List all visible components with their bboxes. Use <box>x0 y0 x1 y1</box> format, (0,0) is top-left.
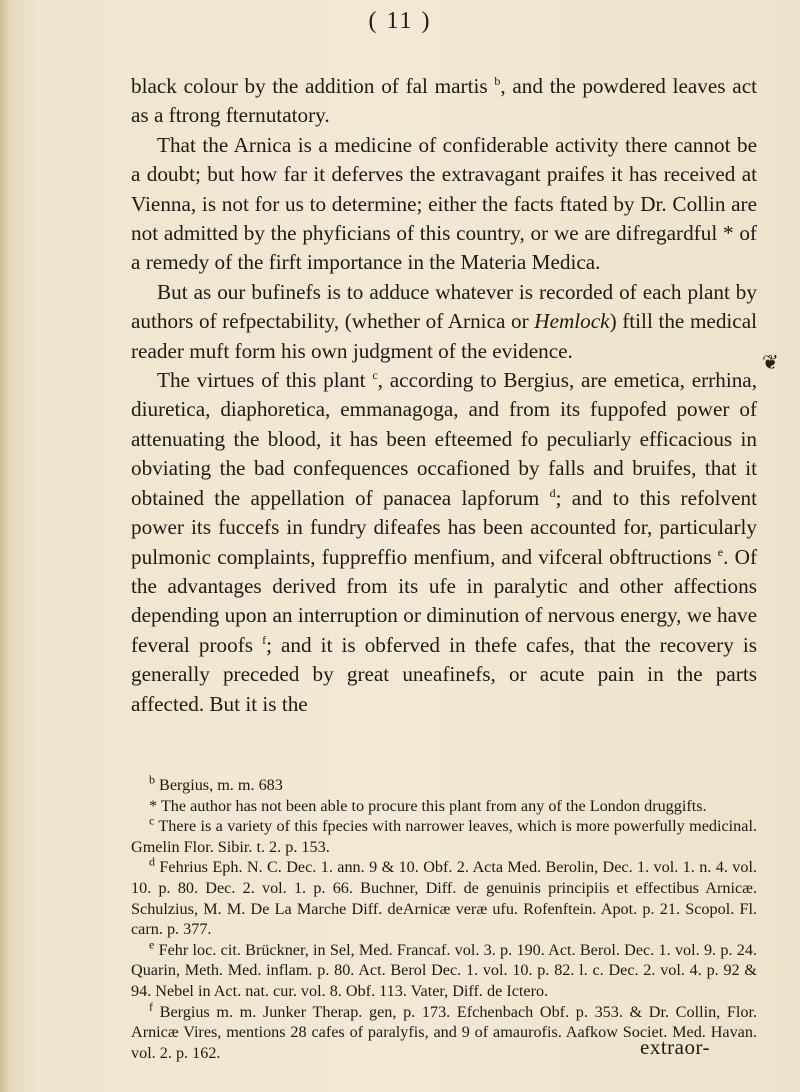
paragraph-3: But as our bufinefs is to adduce whatever is recorded of each plant by authors of refpectability, (whether of Arnica or Hemlock) ftill the medical reader muft form his own judgment of the evidence. <box>131 279 758 363</box>
catchword: extraor- <box>640 1035 711 1059</box>
footnotes <box>131 772 758 1063</box>
footnote-ref: e <box>717 544 724 559</box>
italic-term: Hemlock <box>534 309 610 334</box>
footnote-ref: c <box>372 368 378 382</box>
paragraph-4: The virtues of this plant $^c$, according to Bergius, are emetica, errhina, diuretica, diaphoretica, emmanagoga, and from its fuppofed power of attenuating the blood, it has been efteemed fo peculiarly efficacious in obviating the bad confequences occafioned by falls and bruifes, that it obtained the appellation of panacea lapforum $^d$; and to this refolvent power its fuccefs in fundry difeafes has been accounted for, particularly pulmonic complaints, fuppreffio menfium, and vifceral obftructions $^e$. Of the advantages derived from its ufe in paralytic and other affections depending upon an interruption or diminution of nervous energy, we have feveral proofs $^f$; and it is obferved in thefe cafes, that the recovery is generally preceded by great uneafinefs, or acute pain in the parts affected. But it is the <box>131 368 758 716</box>
footnote: $^d$ Fehrius Eph. N. C. Dec. 1. ann. 9 & 10. Obf. 2. Acta Med. Berolin, Dec. 1. vol. 1. n. 4. vol. 10. p. 80. Dec. 2. vol. 1. p. 66. Buchner, Diff. de genuinis principiis et effectibus Arnicæ. Schulzius, M. M. De La Marche Diff. deArnicæ veræ ufu. Rofenftein. Apot. p. 21. Scopol. Fl. carn. p. 377. <box>131 854 757 939</box>
footnote: * The author has not been able to procure this plant from any of the London druggifts. <box>149 796 707 815</box>
footnote: $^e$ Fehr loc. cit. Brückner, in Sel, Med. Francaf. vol. 3. p. 190. Act. Berol. Dec. 1. vol. 9. p. 24. Quarin, Meth. Med. inflam. p. 80. Act. Berol Dec. 1. vol. 10. p. 82. l. c. Dec. 2. vol. 4. p. 92 & 94. Nebel in Act. nat. cur. vol. 8. Obf. 113. Vater, Diff. de Ictero. <box>131 937 758 1000</box>
footnote: $^b$ Bergius, m. m. 683 <box>149 772 283 794</box>
ink-blot-mark: ❦ <box>762 352 779 374</box>
footnote-ref: b <box>494 73 501 88</box>
footnote: $^f$ Bergius m. m. Junker Therap. gen, p. 173. Efchenbach Obf. p. 353. & Dr. Collin, Flor. Arnicæ Vires, mentions 28 cafes of paralyfis, and 9 of amaurofis. Aafkow Societ. Med. Havan. vol. 2. p. 162. <box>131 999 757 1062</box>
page-number: ( 11 ) <box>368 8 432 34</box>
footnote-ref: d <box>549 485 556 500</box>
paragraph-2: That the Arnica is a medicine of confiderable activity there cannot be a doubt; but how far it deferves the extravagant praifes it has received at Vienna, is not for us to determine; either the facts ftated by Dr. Collin are not admitted by the phyficians of this country, or we are difregardful * of a remedy of the firft importance in the Materia Medica. <box>131 132 757 275</box>
paragraph-1: black colour by the addition of fal martis $^b$, and the powdered leaves act as a ftrong fternutatory. <box>131 73 757 128</box>
page-binding-edge <box>0 0 10 1092</box>
footnote: $^c$ There is a variety of this fpecies with narrower leaves, which is more powerfully medicinal. Gmelin Flor. Sibir. t. 2. p. 153. <box>131 813 757 856</box>
footnote-ref: f <box>262 632 267 647</box>
main-text <box>131 72 757 719</box>
